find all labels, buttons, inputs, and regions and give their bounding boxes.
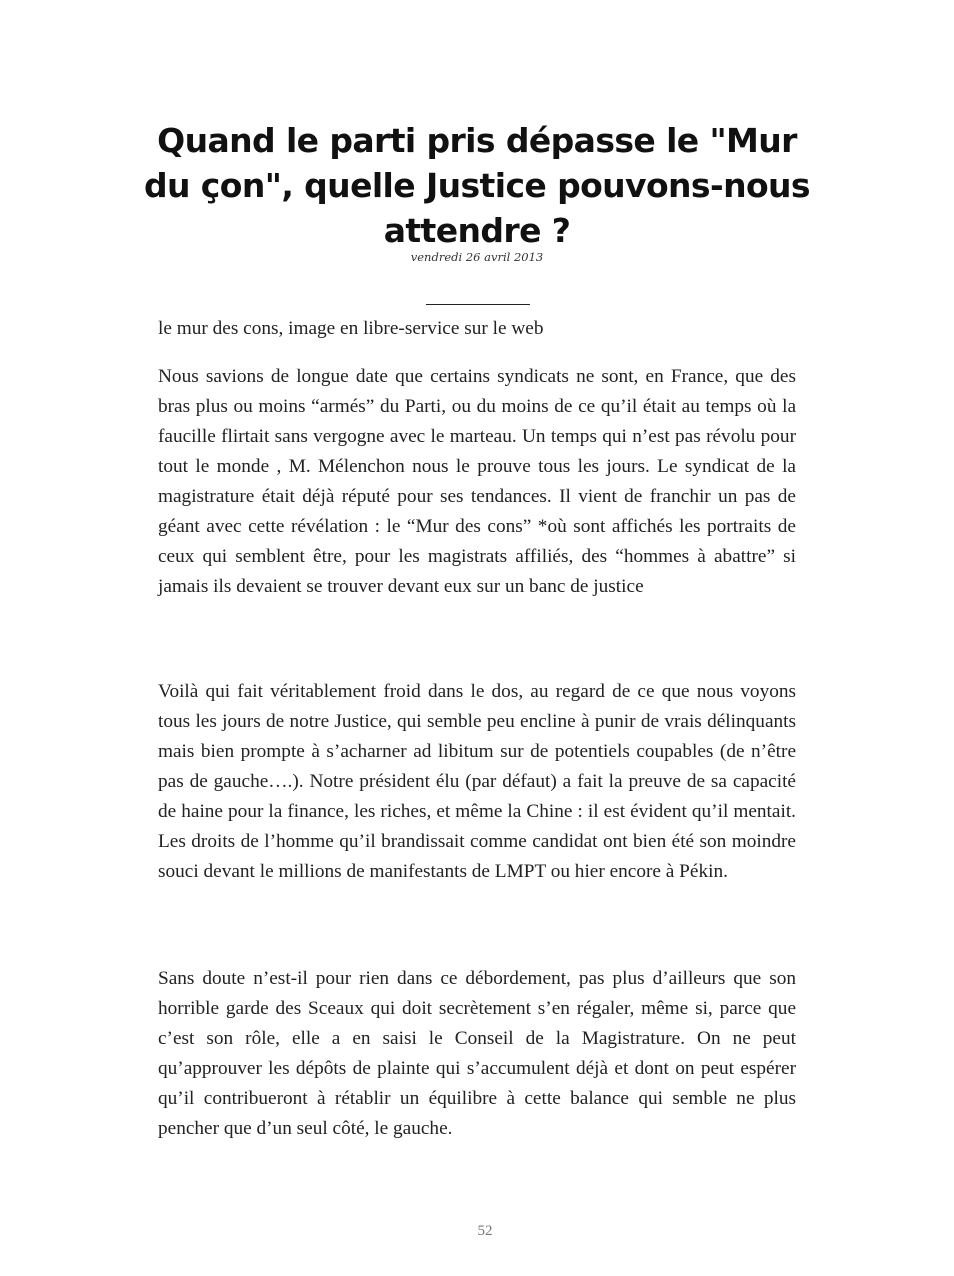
article-date: vendredi 26 avril 2013 [410,250,544,264]
image-placeholder-rule [426,304,530,305]
image-caption: le mur des cons, image en libre-service sur le web [158,318,544,339]
body-paragraph-2: Voilà qui fait véritablement froid dans le dos, au regard de ce que nous voyons tous les jours de notre Justice, qui semble peu encline à punir de vrais délinquants mais bien prompte à s’acharner ad libitum sur de potentiels coupables (de n’être pas de gauche….). Notre président élu (par défaut) a fait la preuve de sa capacité de haine pour la finance, les riches, et même la Chine : il est évident qu’il mentait. Les droits de l’homme qu’il brandissait comme candidat ont bien été son moindre souci devant le millions de manifestants de LMPT ou hier encore à Pékin. [158,681,796,882]
body-paragraph-3: Sans doute n’est-il pour rien dans ce débordement, pas plus d’ailleurs que son horrible garde des Sceaux qui doit secrètement s’en régaler, même si, parce que c’est son rôle, elle a en saisi le Conseil de la Magistrature. On ne peut qu’approuver les dépôts de plainte qui s’accumulent déjà et dont on peut espérer qu’il contribueront à rétablir un équilibre à cette balance qui semble ne plus pencher que d’un seul côté, le gauche. [158,968,796,1139]
page-number: 52 [477,1223,493,1239]
body-paragraph-1: Nous savions de longue date que certains syndicats ne sont, en France, que des bras plus ou moins “armés” du Parti, ou du moins de ce qu’il était au temps où la faucille flirtait sans vergogne avec le marteau. Un temps qui n’est pas révolu pour tout le monde , M. Mélenchon nous le prouve tous les jours. Le syndicat de la magistrature était déjà réputé pour ses tendances. Il vient de franchir un pas de géant avec cette révélation : le “Mur des cons” *où sont affichés les portraits de ceux qui semblent être, pour les magistrats affiliés, des “hommes à abattre” si jamais ils devaient se trouver devant eux sur un banc de justice [158,366,796,597]
article-title: Quand le parti pris dépasse le "Mur du çon", quelle Justice pouvons-nous attendre ? [144,121,810,250]
